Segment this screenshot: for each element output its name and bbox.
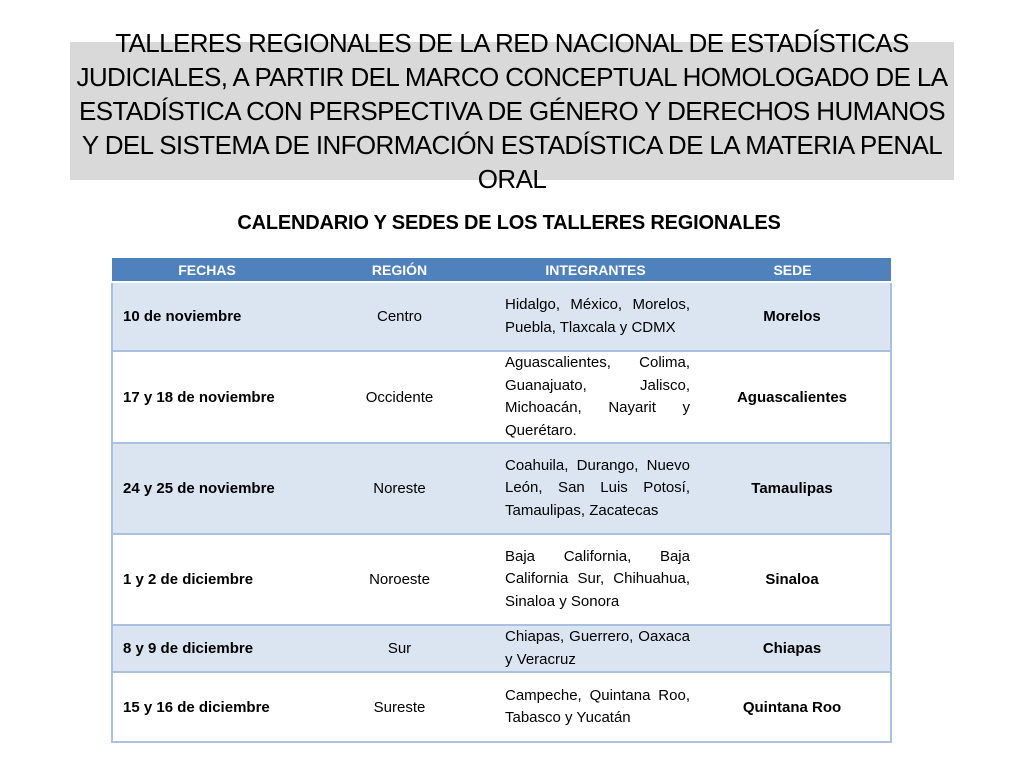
fecha-cell: 1 y 2 de diciembre [112, 534, 302, 625]
integrantes-cell: Hidalgo, México, Morelos, Puebla, Tlaxcala y CDMX [497, 282, 694, 351]
region-cell: Sur [302, 625, 497, 672]
sede-cell: Chiapas [694, 625, 891, 672]
region-cell: Occidente [302, 351, 497, 443]
region-cell: Centro [302, 282, 497, 351]
fecha-cell: 24 y 25 de noviembre [112, 443, 302, 534]
section-subtitle: CALENDARIO Y SEDES DE LOS TALLERES REGIONALES [237, 212, 781, 234]
sede-cell: Sinaloa [694, 534, 891, 625]
region-cell: Noroeste [302, 534, 497, 625]
sede-cell: Aguascalientes [694, 351, 891, 443]
integrantes-cell: Coahuila, Durango, Nuevo León, San Luis Potosí, Tamaulipas, Zacatecas [497, 443, 694, 534]
column-header-integrantes: INTEGRANTES [497, 258, 694, 282]
integrantes-cell: Chiapas, Guerrero, Oaxaca y Veracruz [497, 625, 694, 672]
column-header-fechas: FECHAS [112, 258, 302, 282]
schedule-table [111, 258, 892, 743]
sede-cell: Morelos [694, 282, 891, 351]
fecha-cell: 15 y 16 de diciembre [112, 672, 302, 742]
sede-cell: Quintana Roo [694, 672, 891, 742]
region-cell: Noreste [302, 443, 497, 534]
title-banner [70, 28, 954, 194]
fecha-cell: 17 y 18 de noviembre [112, 351, 302, 443]
fecha-cell: 10 de noviembre [112, 282, 302, 351]
table-row [112, 443, 891, 534]
region-cell: Sureste [302, 672, 497, 742]
table-row [112, 351, 891, 443]
fecha-cell: 8 y 9 de diciembre [112, 625, 302, 672]
sede-cell: Tamaulipas [694, 443, 891, 534]
table-header-row [112, 258, 891, 282]
integrantes-cell: Campeche, Quintana Roo, Tabasco y Yucatán [497, 672, 694, 742]
integrantes-cell: Baja California, Baja California Sur, Chihuahua, Sinaloa y Sonora [497, 534, 694, 625]
table-row [112, 282, 891, 351]
integrantes-cell: Aguascalientes, Colima, Guanajuato, Jalisco, Michoacán, Nayarit y Querétaro. [497, 351, 694, 443]
page-title: TALLERES REGIONALES DE LA RED NACIONAL DE ESTADÍSTICAS JUDICIALES, A PARTIR DEL MARCO CONCEPTUAL HOMOLOGADO DE LA ESTADÍSTICA CON PERSPECTIVA DE GÉNERO Y DERECHOS HUMANOS Y DEL SISTEMA DE INFORMACIÓN ESTADÍSTICA DE LA MATERIA PENAL ORAL [76, 28, 948, 194]
column-header-region: REGIÓN [302, 258, 497, 282]
table-row [112, 672, 891, 742]
table-row [112, 534, 891, 625]
table-row [112, 625, 891, 672]
column-header-sede: SEDE [694, 258, 891, 282]
